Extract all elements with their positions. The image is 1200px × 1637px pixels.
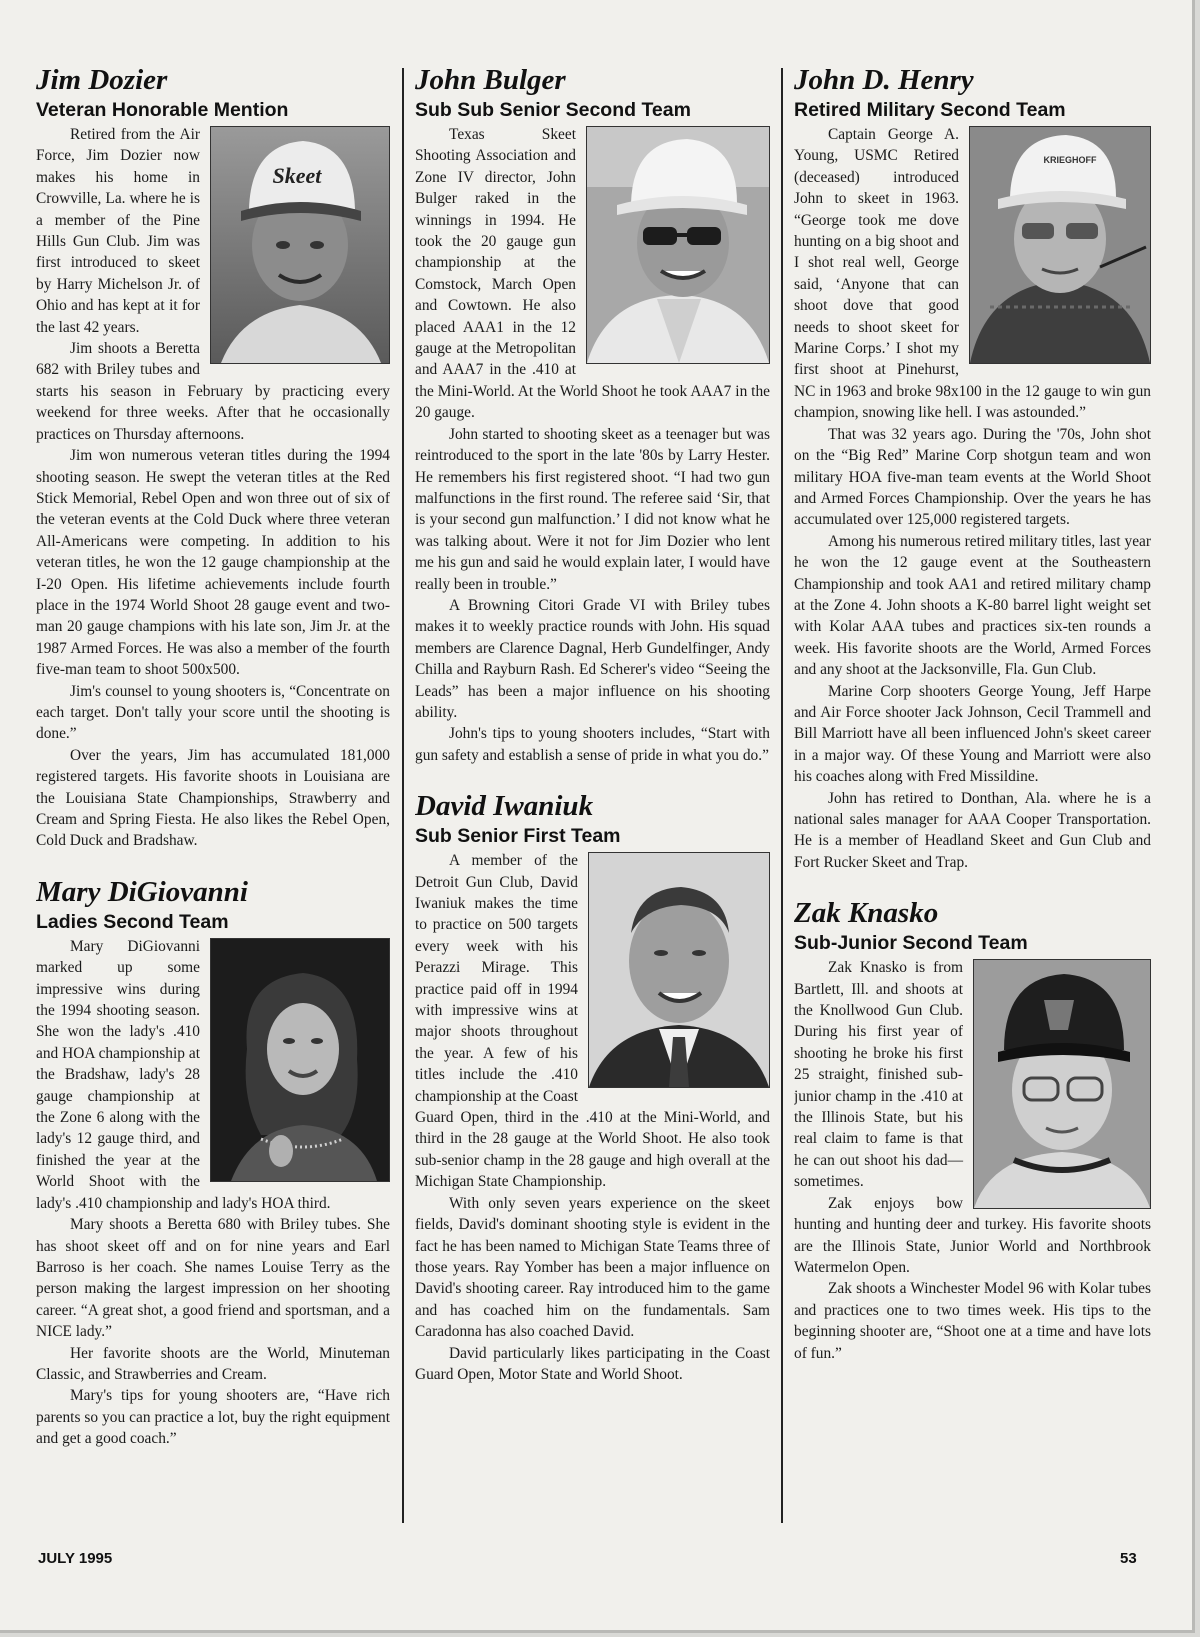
- story-paragraph: A Browning Citori Grade VI with Briley tubes makes it to weekly practice rounds with John. His squad members are Clarence Dagnal, Herb Gundelfinger, Andy Chilla and Rayburn Rash. Ed Scherer's video “Seeing the Leads” has been a major influence on his shooting ability.: [415, 596, 770, 721]
- story-paragraph: Captain George A. Young, USMC Retired (deceased) introduced John to skeet in 1963. “George took me dove hunting on a big shoot and I shot real well, George said, ‘Anyone that can shoot dove that good needs to shoot skeet for Marine Corps.’ I shot my first shoot at Pinehurst, NC in 1963 and broke 98x100 in the 12 gauge to win gun champion, snowing like hell. I was astounded.”: [794, 126, 1151, 422]
- story-paragraph: John started to shooting skeet as a teenager but was reintroduced to the sport in the late '80s by Larry Hester. He remembers his first registered shoot. “I had two gun malfunctions in the first round. The referee said ‘Sir, that is your second gun malfunction.’ I did not know what he was talking about. Were it not for Jim Dozier who lent me his gun and said he would explain later, I would have really been in trouble.”: [415, 425, 770, 593]
- story-mary-digiovanni: [36, 874, 390, 1450]
- story-paragraph: Over the years, Jim has accumulated 181,000 registered targets. His favorite shoots in Louisiana are the Louisiana State Championships, Strawberry and Cream and Spring Fiesta. He also likes the Rebel Open, Cold Duck and Bradshaw.: [36, 746, 390, 850]
- footer-issue-date: JULY 1995: [38, 1550, 113, 1567]
- cap-logo-text: Skeet: [272, 163, 322, 188]
- cap-logo-text: KRIEGHOFF: [1043, 155, 1097, 165]
- column-rule: [781, 68, 783, 1523]
- story-paragraph: Jim shoots a Beretta 682 with Briley tubes and starts his season in February by practicing every weekend for three weeks. After that he occasionally practices on Thursday afternoons.: [36, 340, 390, 443]
- story-team: Sub-Junior Second Team: [794, 932, 1028, 955]
- story-paragraph: Mary DiGiovanni marked up some impressive wins during the 1994 shooting season. She won the lady's .410 and HOA championship at the Bradshaw, lady's 28 gauge championship at the Zone 6 along with the lady's 12 gauge third, and finished the year at the World Shoot with the lady's .410 championship and lady's HOA third.: [36, 937, 331, 1212]
- story-paragraph: Zak enjoys bow hunting and hunting deer and turkey. His favorite shoots are the Illinois State, Junior World and Northbrook Watermelon Open.: [794, 1194, 1151, 1276]
- story-name: John Bulger: [415, 64, 566, 96]
- story-name: Zak Knasko: [794, 897, 939, 930]
- story-paragraph: Mary shoots a Beretta 680 with Briley tubes. She has shoot skeet off and on for nine years and Earl Barroso is her coach. She names Louise Terry as the person making the largest impression on her shooting career. “A great shot, a good friend and sportsman, and a NICE lady.”: [36, 1216, 390, 1341]
- story-paragraph: Zak shoots a Winchester Model 96 with Kolar tubes and practices one to two times week. His tips to the beginning shooter are, “Shoot one at a time and have lots of fun.”: [794, 1280, 1151, 1362]
- portrait-photo: [210, 126, 390, 364]
- story-paragraph: Texas Skeet Shooting Association and Zone IV director, John Bulger raked in the winnings in 1994. He took the 20 gauge gun championship at the Comstock, March Open and Cowtown. He also placed AAA1 in the 12 gauge at the Metropolitan and AAA7 in the .410 at the Mini-World. At the World Shoot he took AAA7 in the 20 gauge.: [415, 126, 770, 422]
- story-paragraph: Jim won numerous veteran titles during the 1994 shooting season. He swept the veteran titles at the Red Stick Memorial, Rebel Open and won three out of six of the veteran events at the Cold Duck where three veteran All-Americans were competing. In addition to his veteran titles, he won the 12 gauge championship at the I-20 Open. His lifetime achievements include fourth place in the 1974 World Shoot 28 gauge event and two-man 20 gauge champions with his late son, Jim Jr. at the 1987 Armed Forces. He was also a member of the fourth five-man team to shoot 500x500.: [36, 447, 390, 679]
- portrait-photo: [969, 126, 1151, 364]
- story-paragraph: A member of the Detroit Gun Club, David Iwaniuk makes the time to practice on 500 targets every week with his Perazzi Mirage. This practice paid off in 1994 with impressive wins at major shoots throughout the year. A few of his titles include the .410 championship at the Coast Guard Open, third in the .410 at the Mini-World, and third in the 28 gauge at the World Shoot. He also took sub-senior champ in the 28 gauge and high overall at the Michigan State Championship.: [415, 852, 770, 1191]
- footer-page-number: 53: [1120, 1550, 1137, 1567]
- portrait-photo: [588, 852, 770, 1088]
- story-paragraph: Zak Knasko is from Bartlett, Ill. and shoots at the Knollwood Gun Club. During his first year of shooting he broke his first 25 straight, finished sub-junior champ in the .410 at the Illinois State, but his real claim to fame is that he can out shoot his dad—sometimes.: [794, 959, 963, 1191]
- story-name: John D. Henry: [794, 64, 974, 96]
- column-3: [794, 62, 1151, 1522]
- story-paragraph: John has retired to Donthan, Ala. where he is a national sales manager for AAA Cooper Transportation. He is a member of Headland Skeet and Gun Club and Fort Rucker Skeet and Trap.: [794, 789, 1151, 871]
- column-rule: [402, 68, 404, 1523]
- story-jim-dozier: [36, 62, 390, 852]
- story-david-iwaniuk: [415, 788, 770, 1385]
- story-john-d-henry: [794, 62, 1151, 873]
- portrait-photo: [973, 959, 1151, 1209]
- story-name: David Iwaniuk: [415, 790, 594, 823]
- story-team: Veteran Honorable Mention: [36, 99, 289, 121]
- story-team: Sub Senior First Team: [415, 825, 621, 848]
- story-paragraph: Her favorite shoots are the World, Minuteman Classic, and Strawberries and Cream.: [36, 1344, 390, 1383]
- story-john-bulger: [415, 62, 770, 766]
- story-name: Jim Dozier: [36, 64, 168, 96]
- story-team: Ladies Second Team: [36, 910, 229, 933]
- story-paragraph: With only seven years experience on the skeet fields, David's dominant shooting style is evident in the fact he has been named to Michigan State Teams three of those years. Ray Yomber has been a major influence on David's shooting career. Ray introduced him to the game and has coached him on the fundamentals. Sam Caradonna has also coached David.: [415, 1194, 770, 1341]
- story-paragraph: That was 32 years ago. During the '70s, John shot on the “Big Red” Marine Corp shotgun team and won military HOA five-man team events at the World Shoot and Armed Forces Championship. Over the years he has accumulated over 125,000 registered targets.: [794, 425, 1151, 529]
- story-team: Retired Military Second Team: [794, 99, 1066, 121]
- story-paragraph: Marine Corp shooters George Young, Jeff Harpe and Air Force shooter Jack Johnson, Cecil Trammell and Bill Marriott have all been influenced John's skeet career in a major way. Of these Young and Marriott were also his coaches along with Fred Missildine.: [794, 682, 1151, 786]
- story-paragraph: David particularly likes participating in the Coast Guard Open, Motor State and World Shoot.: [415, 1344, 770, 1383]
- portrait-photo: [586, 126, 770, 364]
- column-1: [36, 62, 390, 1522]
- story-paragraph: Retired from the Air Force, Jim Dozier now makes his home in Crowville, La. where he is a member of the Pine Hills Gun Club. Jim was first introduced to skeet by Harry Michelson Jr. of Ohio and has kept at it for the last 42 years.: [36, 126, 200, 336]
- story-name: Mary DiGiovanni: [36, 875, 248, 908]
- story-paragraph: John's tips to young shooters includes, “Start with gun safety and establish a sense of pride in what you do.”: [415, 725, 770, 764]
- portrait-photo: [210, 938, 390, 1182]
- story-zak-knasko: [794, 895, 1151, 1364]
- story-paragraph: Mary's tips for young shooters are, “Have rich parents so you can practice a lot, buy the right equipment and get a good coach.”: [36, 1387, 390, 1448]
- story-paragraph: Among his numerous retired military titles, last year he won the 12 gauge event at the Southeastern Championship and took AA1 and retired military champ at the Zone 4. John shoots a K-80 barrel light weight set with Kolar AAA tubes and practices six-ten rounds a week. His favorite shoots are the World, Armed Forces and any shoot at the Jacksonville, Fla. Gun Club.: [794, 532, 1151, 679]
- story-paragraph: Jim's counsel to young shooters is, “Concentrate on each target. Don't tally your score until the shooting is done.”: [36, 682, 390, 743]
- column-2: [415, 62, 770, 1522]
- story-team: Sub Sub Senior Second Team: [415, 99, 691, 121]
